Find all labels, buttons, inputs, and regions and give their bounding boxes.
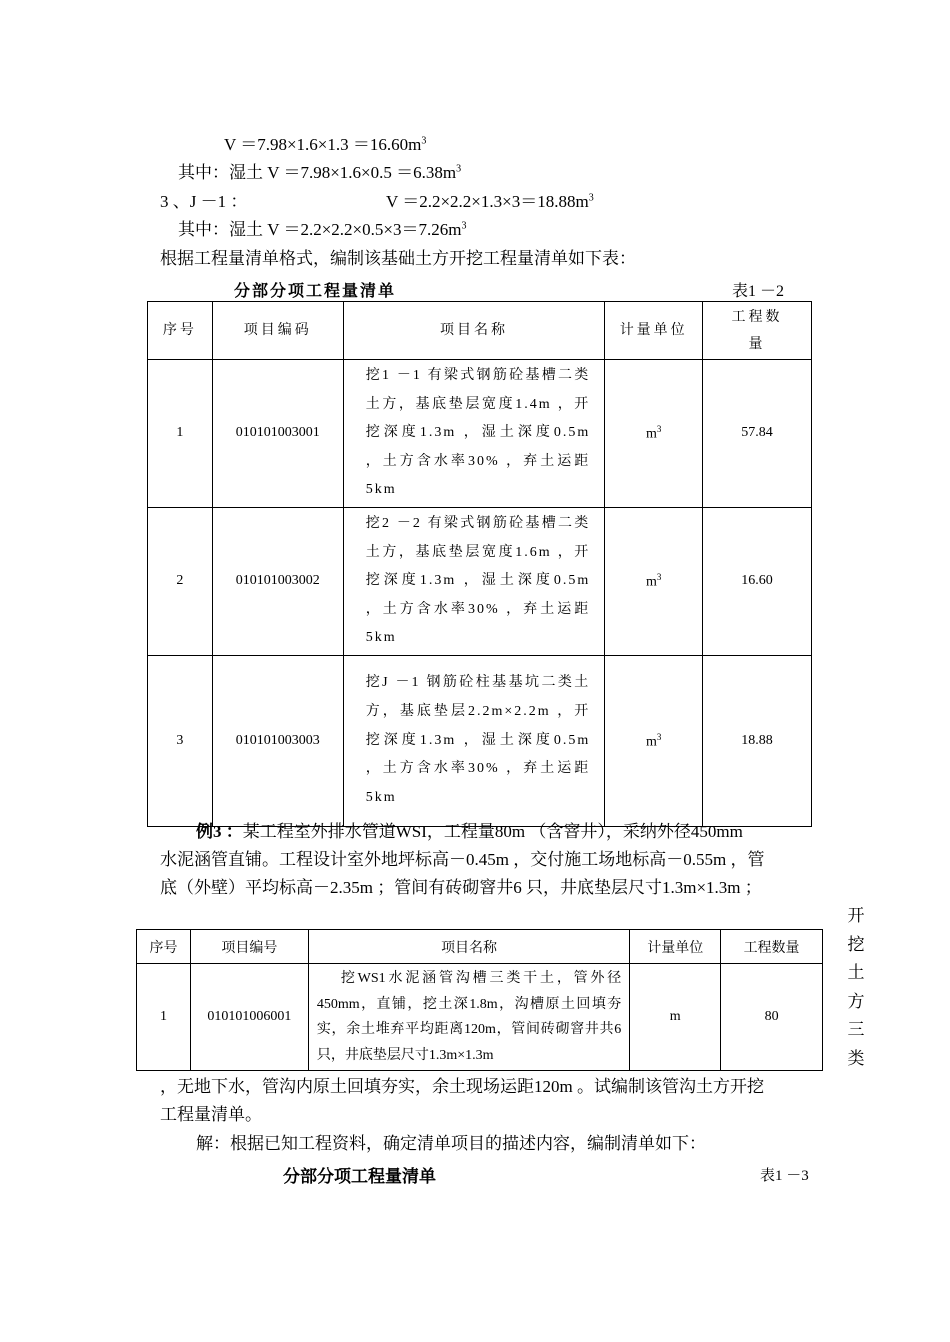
row-quantity: 16.60: [703, 507, 812, 655]
table-row: [137, 964, 823, 1071]
row-unit: $m^3$: [605, 655, 703, 826]
example-line-2: 水泥涵管直铺。工程设计室外地坪标高－0.45m ，交付施工场地标高－0.55m ，管: [160, 850, 765, 869]
table2-header-row: [137, 930, 823, 964]
vertical-side-text: [845, 902, 867, 1073]
side-char: 开: [847, 906, 865, 925]
example-line-1: 例3 ：某工程室外排水管道WSI，工程量80m （含窨井），采纳外径450mm: [196, 822, 743, 841]
header-cell: 项目编码: [212, 302, 343, 360]
header-cell: 项目编号: [190, 930, 308, 964]
row-quantity: 18.88: [703, 655, 812, 826]
calc-line-3-label: 3 、J －1 ：: [160, 192, 248, 211]
example-line-5: 工程量清单。: [160, 1105, 262, 1124]
row-number: 1: [137, 964, 191, 1071]
solution-line: 解：根据已知工程资料，确定清单项目的描述内容，编制清单如下：: [196, 1134, 706, 1153]
row-unit: m: [630, 964, 721, 1071]
table-row: [148, 507, 812, 655]
table2: [136, 929, 823, 1071]
header-cell: 工程数量: [721, 930, 823, 964]
row-number: 3: [148, 655, 213, 826]
example-label: 例3 ：: [196, 822, 243, 841]
table3-number: 表1 －3: [760, 1168, 809, 1184]
row-number: 1: [148, 360, 213, 508]
side-char: 挖: [847, 934, 865, 954]
header-cell: 计量单位: [605, 302, 703, 360]
table1-caption: 分部分项工程量清单: [234, 283, 397, 300]
header-cell: 项目名称: [343, 302, 605, 360]
row-code: 010101003001: [212, 360, 343, 508]
side-char: 土: [847, 963, 865, 982]
row-code: 010101003003: [212, 655, 343, 826]
table-row: [148, 655, 812, 826]
calc-line-3-formula: $V =2.2\times 2.2\times 1.3\times 3=18.88m^3$: [386, 192, 594, 211]
side-char: 类: [847, 1048, 865, 1068]
header-cell: 序号: [148, 302, 213, 360]
example-line-4: ，无地下水，管沟内原土回填夯实，余土现场运距120m 。试编制该管沟土方开挖: [160, 1077, 764, 1096]
example-line-3: 底（外壁）平均标高－2.35m ；管间有砖砌窨井6 只，井底垫层尺寸1.3m×1.3m ；: [160, 878, 762, 897]
header-cell: 序号: [137, 930, 191, 964]
table-row: [148, 360, 812, 508]
header-cell: 计量单位: [630, 930, 721, 964]
header-cell: 项目名称: [308, 930, 629, 964]
row-quantity: 80: [721, 964, 823, 1071]
row-code: 010101003002: [212, 507, 343, 655]
row-description: 挖1 －1 有梁式钢筋砼基槽二类土方，基底垫层宽度1.4m ，开挖深度1.3m ，湿土深度0.5m ，土方含水率30% ，弃土运距5km: [343, 360, 605, 508]
table1-number: 表1 －2: [732, 283, 785, 300]
row-unit: $m^3$: [605, 507, 703, 655]
calc-line-4: 其中：湿土 $V =2.2\times 2.2\times 0.5\times 3=7.26m^3$: [178, 220, 467, 239]
table1-header-row: [148, 302, 812, 360]
row-code: 010101006001: [190, 964, 308, 1071]
table3-caption: 分部分项工程量清单: [283, 1167, 436, 1186]
row-quantity: 57.84: [703, 360, 812, 508]
calc-line-1: $V =7.98\times 1.6\times 1.3 =16.60m^3$: [224, 135, 427, 154]
row-description: 挖2 －2 有梁式钢筋砼基槽二类土方，基底垫层宽度1.6m ，开挖深度1.3m ，湿土深度0.5m ，土方含水率30% ，弃土运距5km: [343, 507, 605, 655]
row-unit: $m^3$: [605, 360, 703, 508]
table1: [147, 301, 812, 827]
row-description: 挖J －1 钢筋砼柱基基坑二类土方，基底垫层2.2m×2.2m ，开挖深度1.3m ，湿土深度0.5m ，土方含水率30% ，弃土运距5km: [343, 655, 605, 826]
header-cell: 工程数量: [703, 302, 812, 360]
row-description: 挖WS1水泥涵管沟槽三类干土，管外径450mm，直铺，挖土深1.8m，沟槽原土回填夯实，余土堆弃平均距离120m，管间砖砌窨井共6只，井底垫层尺寸1.3m×1.3m: [308, 964, 629, 1071]
side-char: 方: [847, 991, 865, 1011]
intro-paragraph: 根据工程量清单格式，编制该基础土方开挖工程量清单如下表：: [160, 249, 636, 268]
side-char: 三: [847, 1020, 865, 1039]
calc-line-2: 其中：湿土 $V =7.98\times 1.6\times 0.5 =6.38m^3$: [178, 163, 462, 182]
row-number: 2: [148, 507, 213, 655]
